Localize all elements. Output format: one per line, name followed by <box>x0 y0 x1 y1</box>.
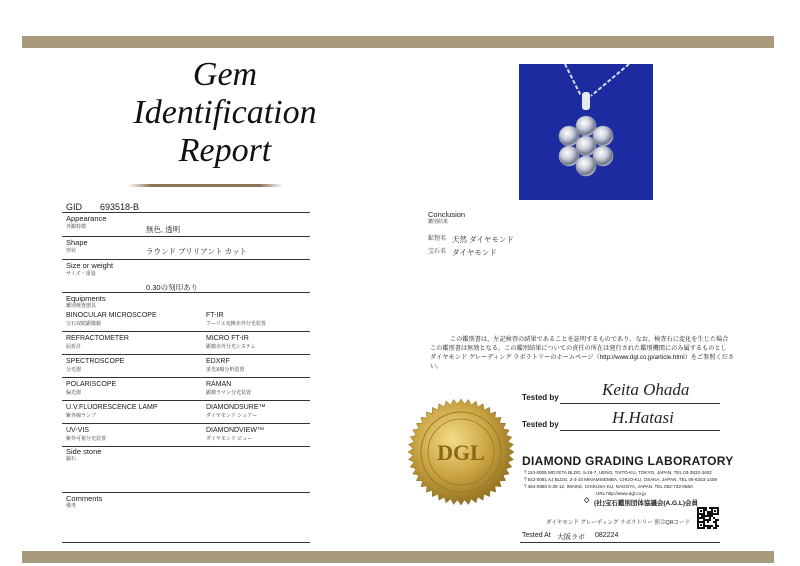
equipment-name-jp: 屈折計 <box>66 344 82 350</box>
equipments-label-jp: 鑑別検査器具 <box>66 303 97 309</box>
side-stone-label-jp: 脇石 <box>66 456 77 462</box>
equipment-name: RAMAN <box>206 381 232 388</box>
size-label: Size or weight <box>66 261 114 270</box>
mineral-name-value: 天然 ダイヤモンド <box>452 235 514 244</box>
signature-2: H.Hatasi <box>612 408 674 427</box>
side-stone-label: Side stone <box>66 447 102 456</box>
appearance-label: Appearance <box>66 214 107 223</box>
equipment-name-jp: 顕微赤外分光システム <box>206 344 256 350</box>
equipment-name: UV-VIS <box>66 427 89 434</box>
lab-name: DIAMOND GRADING LABORATORY <box>522 454 734 468</box>
gem-photo <box>519 64 653 200</box>
shape-label-jp: 形状 <box>66 248 77 254</box>
report-title-line-1: Gem <box>192 56 258 93</box>
equipment-name-jp: 紫外可視分光装置 <box>66 436 107 442</box>
side-stone-rule <box>62 492 310 493</box>
equipment-row-rule <box>62 400 310 401</box>
equipment-name-jp: 分光器 <box>66 367 82 373</box>
appearance-label-jp: 外観特徴 <box>66 224 87 230</box>
qr-caption: ダイヤモンド グレーディング ラボラトリー 照合QRコード <box>546 520 691 526</box>
equipment-name: REFRACTOMETER <box>66 335 129 342</box>
equipment-name: EDXRF <box>206 358 230 365</box>
address-line-1: 〒110-0005 MOYETA BLDG. 5-16-7, UENO, TAITO-KU, TOKYO, JAPAN. TEL 03-3832-3402 <box>523 470 712 475</box>
appearance-rule <box>62 236 310 237</box>
conclusion-label: Conclusion <box>428 210 466 219</box>
signature-rule-2 <box>560 430 720 431</box>
shape-rule <box>62 259 310 260</box>
address-line-2: 〒542-0081 AJ BLDG. 2-3-10 MINAMISEMBA, CHUO-KU, OSAKA, JAPAN. TEL 06-6253-1408 <box>523 477 717 482</box>
gid-label: GID <box>66 202 83 212</box>
gem-name-value: ダイヤモンド <box>452 248 497 257</box>
equipment-name: DIAMONDVIEW™ <box>206 427 264 434</box>
bottom-border-band <box>22 551 774 563</box>
size-rule <box>62 292 310 293</box>
equipment-row-rule <box>62 354 310 355</box>
equipment-name: POLARISCOPE <box>66 381 117 388</box>
shape-label: Shape <box>66 238 88 247</box>
mineral-name-label: 鉱物名 <box>428 236 447 242</box>
tested-at-label: Tested At <box>522 532 551 539</box>
tested-at-rule <box>520 542 720 543</box>
top-border-band <box>22 36 774 48</box>
disclaimer-line-1: この鑑別書は、左記検査の結果であることを証明するものであり、なお、検査石に変化を生じた場合 <box>450 336 729 343</box>
equipment-name: MICRO FT-IR <box>206 335 249 342</box>
title-underline <box>128 184 283 187</box>
equipment-name-jp: 宝石双眼顕微鏡 <box>66 321 102 327</box>
comments-label-jp: 備考 <box>66 503 77 509</box>
gem-name-label: 宝石名 <box>428 249 447 255</box>
association-text: (社)宝石鑑別団体協議会(A.G.L)会員 <box>594 500 698 507</box>
pendant-illustration <box>519 64 653 200</box>
equipment-name-jp: フーリエ変換赤外分光装置 <box>206 321 266 327</box>
seal-text: DGL <box>437 440 485 465</box>
equipment-name: U.V.FLUORESCENCE LAMP <box>66 404 158 411</box>
disclaimer-line-2: この鑑別書は無効となる。この鑑別結果についての責任の所在は発行された鑑別機関にのみ属するものとし <box>430 345 727 352</box>
tested-by-label-2: Tested by <box>522 420 559 429</box>
comments-label: Comments <box>66 494 103 503</box>
address-line-3: 〒464-0850 5-30-12, IMAIKE, CHIKUSA-KU, NAGOYA, JAPAN. TEL 052-732-0560 <box>523 484 693 489</box>
gid-rule <box>62 212 310 213</box>
signature-1: Keita Ohada <box>602 380 690 399</box>
equipment-name: BINOCULAR MICROSCOPE <box>66 312 157 319</box>
diamond-icon: ◇ <box>584 497 590 504</box>
disclaimer-line-3: ダイヤモンド グレーディング ラボラトリーのホームページ（http://www.dgl.co.jp/article.html）をご参照ください。 <box>430 354 735 370</box>
url-line: URL http://www.dgl.co.jp <box>596 491 646 496</box>
equipment-name-jp: ダイヤモンド シュアー <box>206 413 258 419</box>
equipment-name-jp: 蛍光X線分析装置 <box>206 367 245 373</box>
equipment-name: FT-IR <box>206 312 224 319</box>
equipment-name: DIAMONDSURE™ <box>206 404 266 411</box>
tested-at-number: 082224 <box>595 532 619 539</box>
equipment-name-jp: ダイヤモンド ビュー <box>206 436 253 442</box>
gid-value: 693518-B <box>100 202 140 212</box>
equipment-row-rule <box>62 423 310 424</box>
appearance-value: 無色, 透明 <box>146 225 181 234</box>
seal-graphic <box>407 398 515 506</box>
comments-rule <box>62 542 310 543</box>
qr-pattern <box>697 507 719 529</box>
equipment-row-rule <box>62 377 310 378</box>
equipment-name-jp: 紫外線ランプ <box>66 413 97 419</box>
equipment-name-jp: 顕微ラマン分光装置 <box>206 390 252 396</box>
tested-by-label-1: Tested by <box>522 393 559 402</box>
equipment-row-rule <box>62 331 310 332</box>
qr-code <box>697 507 719 529</box>
report-title-line-3: Report <box>178 132 272 169</box>
size-value: 0.30の刻印あり <box>146 283 199 292</box>
signature-rule-1 <box>560 403 720 404</box>
conclusion-label-jp: 鑑別結果 <box>428 219 449 225</box>
gold-seal <box>407 398 515 506</box>
size-label-jp: サイズ・重量 <box>66 271 96 277</box>
shape-value: ラウンド ブリリアント カット <box>146 247 247 256</box>
equipments-label: Equipments <box>66 294 106 303</box>
tested-at-place: 大阪ラボ <box>557 534 585 541</box>
equipment-name: SPECTROSCOPE <box>66 358 125 365</box>
report-title-line-2: Identification <box>133 94 317 131</box>
equipment-name-jp: 偏光器 <box>66 390 82 396</box>
